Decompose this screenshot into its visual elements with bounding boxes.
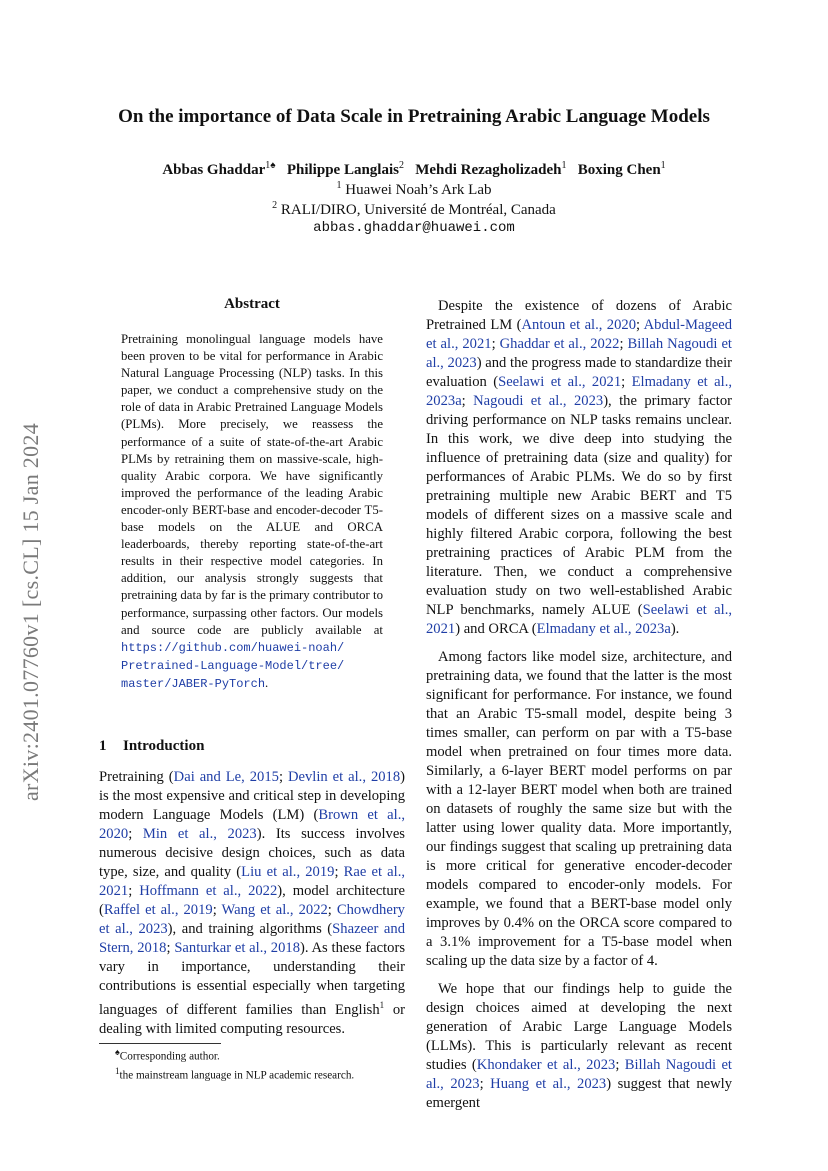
- intro-paragraph: [99, 768, 405, 1039]
- citation-link[interactable]: Abdul-Mageed et al., 2021: [426, 317, 732, 352]
- citation-link[interactable]: Chowdhery et al., 2023: [99, 902, 405, 937]
- abstract-end: .: [265, 675, 269, 690]
- text-run: ;: [619, 336, 628, 352]
- text-run: Despite the existence of dozens of Arabic Pretrained LM (: [426, 298, 732, 333]
- citation-link[interactable]: Ghaddar et al., 2022: [499, 336, 620, 352]
- section-heading: [99, 738, 204, 755]
- citation-link[interactable]: Brown et al., 2020: [99, 807, 405, 842]
- footnote-text: Corresponding author.: [119, 1050, 220, 1063]
- citation-link[interactable]: Khondaker et al., 2023: [476, 1057, 616, 1073]
- citation-link[interactable]: Rae et al., 2021: [99, 864, 405, 899]
- citation-link[interactable]: Billah Nagoudi et al., 2023: [426, 336, 732, 371]
- text-run: ;: [334, 864, 344, 880]
- text-run: Pretraining (: [99, 769, 174, 785]
- author-name: Abbas Ghaddar: [162, 162, 266, 178]
- intro-left-column: [99, 768, 405, 1039]
- text-run: ;: [327, 902, 337, 918]
- footnotes: [99, 1045, 405, 1084]
- author-name: Mehdi Rezagholizadeh: [415, 162, 562, 178]
- text-run: ;: [166, 940, 175, 956]
- abstract-text: Pretraining monolingual language models have been proven to be vital for performance in Arabic Natural Language Processing (NLP) tasks. In this paper, we conduct a comprehensive study on the role of data in Arabic Pretrained Language Models (PLMs). More precisely, we reassess the performance of a suite of state-of-the-art Arabic PLMs by retraining them on massive-scale, high-quality Arabic corpora. We have significantly improved the performance of the leading Arabic encoder-only BERT-base and encoder-decoder T5-base models on the ALUE and ORCA leaderboards, thereby reporting state-of-the-art results in their respective model categories. In addition, our analysis strongly suggests that pretraining data by far is the primary contributor to performance, surpassing other factors. Our models and source code are publicly available at: [121, 332, 383, 637]
- affiliation-text: Huawei Noah’s Ark Lab: [345, 182, 492, 198]
- text-run: ;: [212, 902, 222, 918]
- text-run: ) and ORCA (: [455, 621, 537, 637]
- citation-link[interactable]: Liu et al., 2019: [241, 864, 335, 880]
- footnote-mark: ♠: [115, 1047, 120, 1057]
- author-mark: 1♠: [265, 160, 276, 171]
- citation-link[interactable]: Billah Nagoudi et al., 2023: [426, 1057, 732, 1092]
- footnote: [99, 1064, 405, 1083]
- affiliation: [0, 200, 828, 219]
- section-number: 1: [99, 738, 107, 754]
- text-run: ;: [479, 1076, 491, 1092]
- affiliation: [0, 180, 828, 199]
- footnote-text: the mainstream language in NLP academic research.: [119, 1070, 355, 1083]
- text-run: ;: [621, 374, 632, 390]
- intro-paragraph: [426, 297, 732, 639]
- author-mark: 1: [561, 160, 567, 171]
- text-run: ) suggest that newly emergent: [426, 1076, 733, 1111]
- citation-link[interactable]: Devlin et al., 2018: [287, 769, 401, 785]
- intro-paragraph: [426, 648, 732, 971]
- text-run: ;: [128, 883, 140, 899]
- citation-link[interactable]: Dai and Le, 2015: [173, 769, 279, 785]
- paper-title: On the importance of Data Scale in Pretraining Arabic Language Models: [118, 106, 710, 127]
- text-run: Among factors like model size, architecture, and pretraining data, we found that the latter is the most significant for performance. For instance, we found that an Arabic T5-small model, despite being 3 times smaller, can perform on par with a T5-base model when pretrained on four times more data. Similarly, a 6-layer BERT model performs on par with a 12-layer BERT model when both are trained on datasets of roughly the same size but with the latter using lower quality data. More importantly, our findings suggest that scaling up pretraining data is more critical for generative encoder-decoder models compared to encoder-only models. For example, we found that a BERT-base model only improves by 0.4% on the ORCA score compared to a 3.1% improvement for a T5-base model when scaling up the data size by a factor of 4.: [426, 649, 732, 969]
- text-run: ;: [615, 1057, 625, 1073]
- arxiv-id: arXiv:2401.07760v1 [cs.CL] 15 Jan 2024: [18, 422, 43, 802]
- citation-link[interactable]: Nagoudi et al., 2023: [473, 393, 604, 409]
- author-list: [0, 160, 828, 179]
- citation-link[interactable]: Seelawi et al., 2021: [426, 602, 732, 637]
- arxiv-stamp: [16, 372, 46, 852]
- text-run: or dealing with limited computing resources.: [99, 1001, 405, 1037]
- footnote-mark: 1: [115, 1066, 120, 1077]
- text-run: We hope that our findings help to guide the design choices aimed at developing the next generation of Arabic Large Language Models (LLMs). This is particularly relevant as recent studies (: [426, 981, 732, 1073]
- abstract-heading: Abstract: [224, 296, 280, 312]
- citation-link[interactable]: Seelawi et al., 2021: [498, 374, 622, 390]
- footnote-ref[interactable]: 1: [379, 1000, 385, 1010]
- intro-paragraph: [426, 980, 732, 1113]
- code-link[interactable]: https://github.com/huawei-noah/ Pretrained-Language-Model/tree/ master/JABER-PyTorch: [121, 640, 345, 691]
- citation-link[interactable]: Elmadany et al., 2023a: [426, 374, 732, 409]
- affiliation-mark: 2: [272, 200, 278, 211]
- citation-link[interactable]: Huang et al., 2023: [490, 1076, 607, 1092]
- text-run: ;: [461, 393, 474, 409]
- citation-link[interactable]: Elmadany et al., 2023a: [536, 621, 671, 637]
- author-mark: 1: [660, 160, 666, 171]
- citation-link[interactable]: Antoun et al., 2020: [521, 317, 636, 333]
- text-run: ), model architecture (: [99, 883, 405, 918]
- intro-right-column: [426, 297, 732, 1113]
- affiliation-mark: 1: [336, 180, 342, 191]
- text-run: ) and the progress made to standardize their evaluation (: [426, 355, 732, 390]
- citation-link[interactable]: Raffel et al., 2019: [103, 902, 213, 918]
- author-name: Philippe Langlais: [286, 162, 399, 178]
- citation-link[interactable]: Min et al., 2023: [142, 826, 257, 842]
- author-email[interactable]: abbas.ghaddar@huawei.com: [313, 220, 515, 236]
- section-title: Introduction: [123, 738, 205, 754]
- text-run: ;: [636, 317, 644, 333]
- affiliation-text: RALI/DIRO, Université de Montréal, Canada: [280, 202, 556, 218]
- footnote: [99, 1045, 405, 1064]
- text-run: ). Its success involves numerous decisive design choices, such as data type, size, and quality (: [99, 826, 405, 880]
- citation-link[interactable]: Santurkar et al., 2018: [174, 940, 300, 956]
- citation-link[interactable]: Hoffmann et al., 2022: [139, 883, 278, 899]
- text-run: ;: [278, 769, 288, 785]
- abstract-body: [121, 331, 383, 693]
- author-mark: 2: [398, 160, 404, 171]
- footnote-rule: [99, 1043, 221, 1044]
- text-run: ).: [670, 621, 680, 637]
- text-run: ;: [491, 336, 500, 352]
- text-run: ), and training algorithms (: [167, 921, 333, 937]
- text-run: ). As these factors vary in importance, understanding their contributions is essential especially when targeting languages of different families than English: [99, 940, 406, 1018]
- text-run: ;: [128, 826, 143, 842]
- citation-link[interactable]: Shazeer and Stern, 2018: [99, 921, 405, 956]
- text-run: ), the primary factor driving performance on NLP tasks remains unclear. In this work, we dive deep into studying the influence of pretraining data (size and quality) for performances of Arabic PLMs. We do so by first pretraining multiple new Arabic BERT and T5 models of different sizes on a massive scale and highly filtered Arabic corpora, following the best pretraining practices of Arabic PLM from the literature. Then, we conduct a comprehensive evaluation study on two well-established Arabic NLP benchmarks, namely ALUE (: [426, 393, 732, 618]
- text-run: ) is the most expensive and critical step in developing modern Language Models (LM) (: [99, 769, 406, 823]
- citation-link[interactable]: Wang et al., 2022: [221, 902, 328, 918]
- author-name: Boxing Chen: [577, 162, 661, 178]
